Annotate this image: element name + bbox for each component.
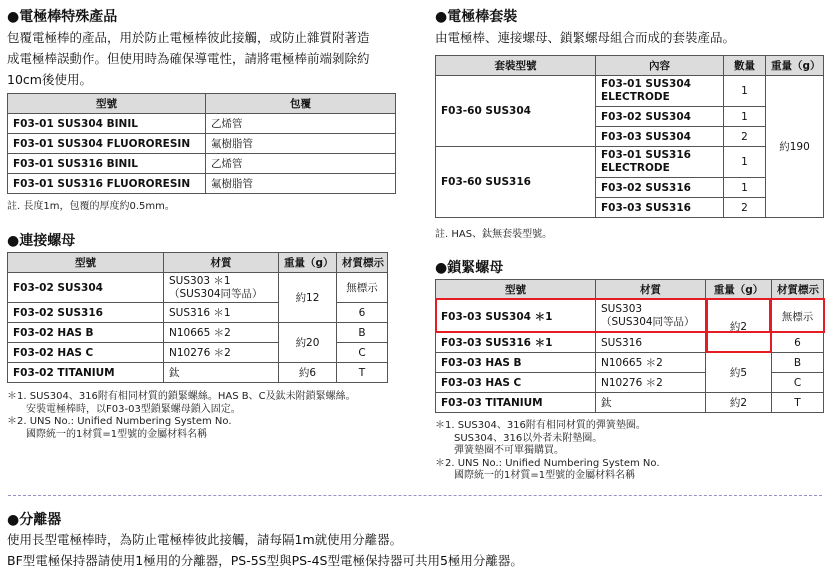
table-row [436,393,824,413]
material-mark-cell: T [772,393,824,413]
note-line: SUS304、316以外者未附墊圈。 [454,432,603,444]
model-cell: F03-01 SUS304 FLUORORESIN [8,134,206,154]
quantity-cell: 1 [724,178,766,198]
model-cell: F03-01 SUS316 BINIL [8,154,206,174]
model-cell: F03-01 SUS316 FLUORORESIN [8,174,206,194]
col-header-weight: 重量（g） [766,56,824,76]
col-header-weight: 重量（g） [279,253,337,273]
special-products-note: 註. 長度1m，包覆的厚度約0.5mm。 [7,201,175,212]
section-divider [8,495,822,496]
special-products-title: ●電極棒特殊產品 [7,9,118,25]
table-header-row [436,56,824,76]
note-line: 彈簧墊圈不可單獨購買。 [454,445,564,456]
model-cell: F03-01 SUS304 BINIL [8,114,206,134]
material-mark-cell: C [337,343,388,363]
special-products-description [7,27,407,90]
note-line: ＊1. SUS304、316附有相同材質的彈簧墊圈。 [435,420,646,431]
material-mark-cell: 無標示 [337,273,388,303]
material-mark-cell: B [772,353,824,373]
electrode-set-table [435,55,824,218]
special-desc-line: 包覆電極棒的產品，用於防止電極棒彼此接觸，或防止雜質附著造 [7,30,370,45]
note-line: ＊1. SUS304、316附有相同材質的鎖緊螺絲。HAS B、C及鈦未附鎖緊螺絲。 [7,391,356,402]
note-line: 國際統一的1材質=1型號的金屬材料名稱 [454,470,636,481]
col-header-material: 材質 [164,253,279,273]
quantity-cell: 1 [724,76,766,107]
quantity-cell: 2 [724,127,766,147]
contents-cell: F03-02 SUS316 [596,178,724,198]
weight-cell: 約2 [706,393,772,413]
material-line: （SUS304同等品） [169,287,263,300]
col-header-model: 型號 [436,280,596,300]
col-header-weight: 重量（g） [706,280,772,300]
material-line: （SUS304同等品） [601,316,695,328]
weight-cell: 約12 [279,273,337,323]
material-cell [164,273,279,303]
material-mark-cell: 6 [772,333,824,353]
model-cell: F03-02 HAS B [8,323,164,343]
electrode-set-title: ●電極棒套裝 [435,9,518,25]
contents-cell [596,147,724,178]
col-header-material-mark: 材質標示 [337,253,388,273]
contents-cell: F03-03 SUS316 [596,198,724,218]
col-header-quantity: 數量 [724,56,766,76]
model-cell: F03-03 HAS C [436,373,596,393]
material-line: SUS303 [601,303,643,315]
table-row [8,323,388,343]
model-cell: F03-02 SUS304 [8,273,164,303]
material-cell: 鈦 [596,393,706,413]
col-header-material-mark: 材質標示 [772,280,824,300]
contents-line: ELECTRODE [601,162,670,174]
separator-desc-line: BF型電極保持器請使用1極用的分離器，PS-5S型與PS-4S型電極保持器可共用5極用分離器。 [7,553,523,568]
material-cell: SUS316 ＊1 [164,303,279,323]
col-header-model: 型號 [8,253,164,273]
lock-nut-notes [435,420,825,483]
table-row [8,363,388,383]
table-row [8,114,396,134]
separator-desc-line: 使用長型電極棒時，為防止電極棒彼此接觸，請每隔1m就使用分離器。 [7,532,403,547]
table-row [8,134,396,154]
material-mark-cell: T [337,363,388,383]
table-row [436,353,824,373]
special-desc-line: 10cm後使用。 [7,72,92,87]
electrode-set-note: 註. HAS、鈦無套裝型號。 [435,229,553,240]
col-header-set-model: 套裝型號 [436,56,596,76]
model-cell: F03-03 SUS304 ＊1 [436,300,596,333]
coating-cell: 氟樹脂管 [206,134,396,154]
col-header-model: 型號 [8,94,206,114]
material-line: SUS303 ＊1 [169,274,231,287]
model-cell: F03-02 HAS C [8,343,164,363]
highlight-mark-outline [770,298,825,333]
col-header-material: 材質 [596,280,706,300]
table-header-row [8,253,388,273]
connecting-nut-title: ●連接螺母 [7,233,76,249]
material-mark-cell: C [772,373,824,393]
electrode-set-description: 由電極棒、連接螺母、鎖緊螺母組合而成的套裝產品。 [435,30,736,45]
table-header-row [436,280,824,300]
material-cell: 鈦 [164,363,279,383]
table-row [8,174,396,194]
table-row [436,76,824,107]
special-desc-line: 成電極棒誤動作。但使用時為確保導電性，請將電極棒前端剝除約 [7,51,370,66]
table-header-row [8,94,396,114]
set-model-cell: F03-60 SUS316 [436,147,596,218]
table-row [8,273,388,303]
weight-cell: 約20 [279,323,337,363]
material-cell: N10276 ＊2 [164,343,279,363]
quantity-cell: 2 [724,198,766,218]
contents-line: F03-01 SUS304 [601,78,691,90]
model-cell: F03-03 HAS B [436,353,596,373]
col-header-contents: 內容 [596,56,724,76]
contents-line: F03-01 SUS316 [601,149,691,161]
note-line: 國際統一的1材質=1型號的金屬材料名稱 [26,428,208,440]
lock-nut-title: ●鎖緊螺母 [435,260,504,276]
highlight-weight-outline [706,298,772,353]
contents-cell [596,76,724,107]
weight-cell: 約6 [279,363,337,383]
material-cell: N10276 ＊2 [596,373,706,393]
material-mark-cell: 無標示 [772,300,824,333]
coating-cell: 乙烯管 [206,114,396,134]
model-cell: F03-02 SUS316 [8,303,164,323]
model-cell: F03-03 SUS316 ＊1 [436,333,596,353]
weight-cell: 約5 [706,353,772,393]
table-row [8,154,396,174]
material-mark-cell: 6 [337,303,388,323]
table-row [436,147,824,178]
contents-cell: F03-02 SUS304 [596,107,724,127]
coating-cell: 乙烯管 [206,154,396,174]
col-header-coating: 包覆 [206,94,396,114]
note-line: ＊2. UNS No.: Unified Numbering System No. [435,457,660,469]
material-mark-cell: B [337,323,388,343]
quantity-cell: 1 [724,147,766,178]
connecting-nut-notes [7,391,407,441]
note-line: 安裝電極棒時，以F03-03型鎖緊螺母鎖入固定。 [26,403,241,415]
contents-line: ELECTRODE [601,91,670,103]
coating-cell: 氟樹脂管 [206,174,396,194]
weight-cell: 約2 [706,300,772,353]
material-cell: N10665 ＊2 [596,353,706,373]
contents-cell: F03-03 SUS304 [596,127,724,147]
connecting-nut-table [7,252,388,383]
quantity-cell: 1 [724,107,766,127]
special-products-table [7,93,396,194]
model-cell: F03-02 TITANIUM [8,363,164,383]
weight-cell: 約190 [766,76,824,218]
separator-title: ●分離器 [7,512,62,528]
separator-description [7,529,823,571]
model-cell: F03-03 TITANIUM [436,393,596,413]
material-cell: N10665 ＊2 [164,323,279,343]
set-model-cell: F03-60 SUS304 [436,76,596,147]
material-cell: SUS316 [596,333,706,353]
note-line: ＊2. UNS No.: Unified Numbering System No. [7,416,232,427]
